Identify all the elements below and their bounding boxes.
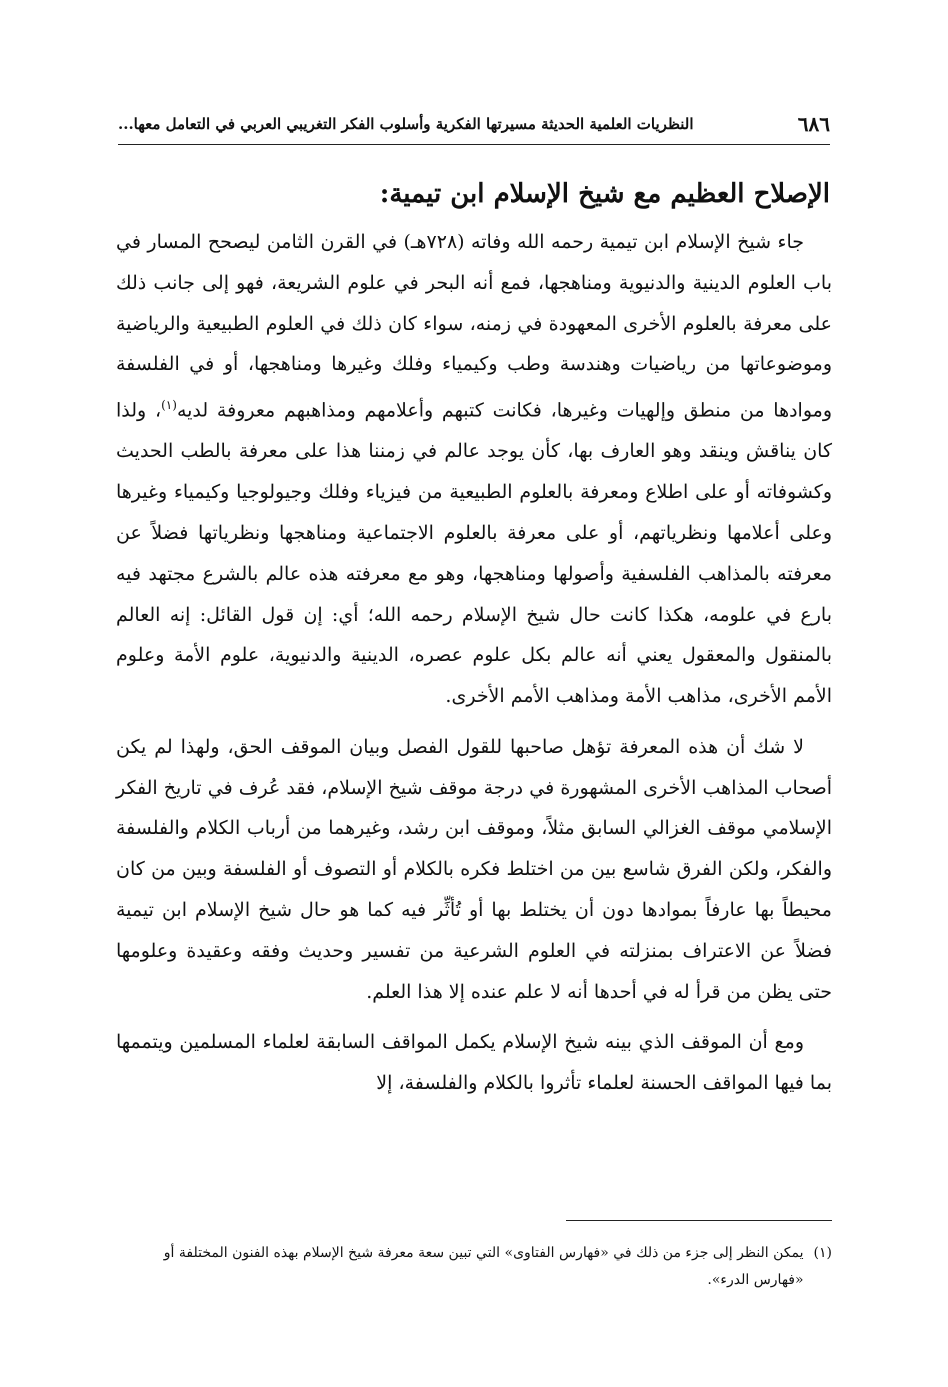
- page-number: ٦٨٦: [797, 112, 830, 136]
- page-header: [118, 104, 830, 145]
- paragraph: [116, 222, 832, 717]
- section-heading: الإصلاح العظيم مع شيخ الإسلام ابن تيمية:: [379, 179, 830, 209]
- body-text: [116, 222, 832, 1114]
- footnote-reference[interactable]: (١): [161, 398, 177, 413]
- paragraph: لا شك أن هذه المعرفة تؤهل صاحبها للقول الفصل وبيان الموقف الحق، ولهذا لم يكن أصحاب المذاهب الأخرى المشهورة في درجة موقف شيخ الإسلام، فقد عُرف في تاريخ الفكر الإسلامي موقف الغزالي السابق مثلاً، وموقف ابن رشد، وغيرهما من أرباب الكلام والفلسفة والفكر، ولكن الفرق شاسع بين من اختلط فكره بالكلام أو التصوف أو الفلسفة وبين من كان محيطاً بها عارفاً بموادها دون أن يختلط بها أو تُأثِّر فيه كما هو حال شيخ الإسلام ابن تيمية فضلاً عن الاعتراف بمنزلته في العلوم الشرعية من تفسير وحديث وفقه وعقيدة وعلومها حتى يظن من قرأ له في أحدها أنه لا علم عنده إلا هذا العلم.: [116, 735, 832, 1003]
- paragraph: ومع أن الموقف الذي بينه شيخ الإسلام يكمل المواقف السابقة لعلماء المسلمين ويتممها بما فيها المواقف الحسنة لعلماء تأثروا بالكلام والفلسفة، إلا: [116, 1031, 832, 1095]
- footnote-divider: [566, 1220, 832, 1221]
- footnote-text: يمكن النظر إلى جزء من ذلك في «فهارس الفتاوى» التي تبين سعة معرفة شيخ الإسلام بهذه الفنون المختلفة أو «فهارس الدرء».: [163, 1245, 804, 1288]
- footnote-marker: (١): [813, 1245, 832, 1261]
- running-title: النظريات العلمية الحديثة مسيرتها الفكرية وأسلوب الفكر التغريبي العربي في التعامل معها...: [118, 115, 694, 133]
- paragraph-text: ، ولذا كان يناقش وينقد وهو العارف بها، كأن يوجد عالم في زمننا هذا على معرفة بالطب الحديث وكشوفاته أو على اطلاع ومعرفة بالعلوم الطبيعية من فيزياء وفلك وجيولوجيا وكيمياء وغيرها وعلى أعلامها ونظرياتهم، أو على معرفة بالعلوم الاجتماعية ومناهجها ونظرياتها فضلاً عن معرفته بالمذاهب الفلسفية وأصولها ومناهجها، وهو مع معرفته هذه عالم بالشرع مجتهد فيه بارع في علومه، هكذا كانت حال شيخ الإسلام رحمه الله؛ أي: إن قول القائل: إنه العالم بالمنقول والمعقول يعني أنه عالم بكل علوم عصره، الدينية والدنيوية، علوم الأمة وعلوم الأمم الأخرى، مذاهب الأمة ومذاهب الأمم الأخرى.: [116, 399, 832, 708]
- footnote: [116, 1240, 832, 1294]
- paragraph-text: جاء شيخ الإسلام ابن تيمية رحمه الله وفاته (٧٢٨هـ) في القرن الثامن ليصحح المسار في باب العلوم الدينية والدنيوية ومناهجها، فمع أنه البحر في علوم الشريعة، فهو إلى جانب ذلك على معرفة بالعلوم الأخرى المعهودة في زمنه، سواء كان ذلك في العلوم الطبيعية والرياضية وموضوعاتها من رياضيات وهندسة وطب وكيمياء وفلك وغيرها ومناهجها، أو في الفلسفة وموادها من منطق وإلهيات وغيرها، فكانت كتبهم وأعلامهم ومذاهبهم معروفة لديه: [116, 231, 832, 422]
